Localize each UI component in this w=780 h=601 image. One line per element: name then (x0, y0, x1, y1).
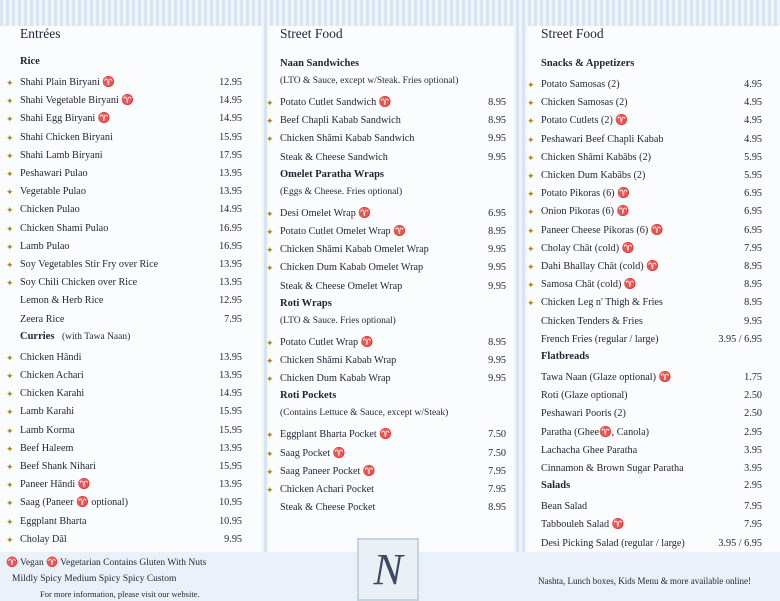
menu-item-price: 13.95 (219, 370, 242, 381)
spice-icon: ✦ (6, 425, 14, 436)
menu-item-price: 13.95 (219, 168, 242, 179)
menu-item-name: Steak & Cheese Pocket (280, 502, 376, 514)
spice-icon: ✦ (527, 152, 535, 163)
menu-item-price: 8.95 (488, 502, 506, 514)
menu-item-name: Chicken Achari (20, 370, 84, 381)
menu-item-price: 7.50 (488, 429, 506, 441)
menu-item-price: 9.95 (488, 151, 506, 163)
spice-icon: ✦ (6, 534, 14, 545)
menu-item-price: 9.95 (488, 262, 506, 274)
section-title: Omelet Paratha Wraps (280, 168, 385, 180)
menu-item-price: 6.95 (744, 224, 762, 236)
section-title: Salads (541, 480, 571, 492)
menu-item-name: Shahi Egg Biryani ♈ (20, 113, 111, 125)
spice-icon: ✦ (6, 516, 14, 527)
menu-item-name: Dahi Bhallay Chāt (cold) ♈ (541, 261, 659, 272)
menu-item-price: 8.95 (488, 226, 506, 237)
menu-item-price: 8.95 (488, 115, 506, 127)
section-note: (LTO & Sauce. Fries optional) (280, 315, 396, 326)
menu-item-price: 13.95 (219, 351, 242, 363)
menu-item-name: Chicken Dum Kabābs (2) (541, 170, 646, 181)
menu-item-price: 1.75 (744, 372, 762, 383)
menu-item-name: Desi Omelet Wrap ♈ (280, 207, 372, 219)
spice-icon: ✦ (6, 169, 14, 179)
menu-item-name: Cinnamon & Brown Sugar Paratha (541, 463, 684, 474)
menu-item-price: 15.95 (219, 424, 242, 436)
menu-item-price: 15.95 (219, 406, 242, 418)
menu-item-name: Eggplant Bharta Pocket ♈ (280, 429, 392, 441)
section-title: Curries (20, 330, 55, 342)
menu-item-name: Shahi Plain Biryani ♈ (20, 77, 116, 88)
menu-item-price: 8.95 (488, 97, 506, 108)
menu-item-name: Chicken Shami Pulao (20, 222, 109, 234)
menu-item-name: Shahi Lamb Biryani (20, 149, 103, 161)
menu-item-price: 6.95 (488, 207, 506, 219)
spice-icon: ✦ (266, 208, 274, 219)
section-note: (Contains Lettuce & Sauce, except w/Steak) (280, 408, 449, 419)
spice-icon: ✦ (266, 227, 274, 237)
restaurant-logo: N (357, 538, 419, 601)
menu-item-price: 7.95 (744, 242, 762, 254)
menu-item-name: Lamb Karahi (20, 406, 75, 418)
menu-item-name: Peshawari Pulao (20, 168, 88, 179)
menu-item-price: 7.95 (744, 519, 762, 531)
menu-item-price: 10.95 (219, 497, 242, 509)
menu-item-price: 5.95 (744, 151, 762, 163)
menu-item-price: 13.95 (219, 259, 242, 270)
menu-item-name: Soy Vegetables Stir Fry over Rice (20, 259, 159, 270)
spice-icon: ✦ (266, 245, 274, 256)
spice-icon: ✦ (6, 187, 14, 198)
menu-item-name: Potato Cutlet Wrap ♈ (280, 336, 374, 348)
menu-item-price: 16.95 (219, 222, 242, 234)
menu-item-price: 16.95 (219, 240, 242, 252)
header-street-food: Street Food (280, 26, 343, 41)
menu-item-name: Chicken Pulao (20, 204, 80, 216)
spice-icon: ✦ (266, 374, 274, 385)
menu-item-name: Zeera Rice (20, 313, 65, 325)
menu-item-price: 15.95 (219, 131, 242, 143)
menu-item-name: Chicken Shāmi Kabab Omelet Wrap (280, 244, 429, 256)
menu-item-name: Chicken Dum Kabab Wrap (280, 373, 391, 385)
menu-item-name: Potato Cutlet Omelet Wrap ♈ (280, 226, 406, 237)
spice-icon: ✦ (6, 260, 14, 270)
menu-item-name: Steak & Cheese Omelet Wrap (280, 280, 403, 292)
menu-item-name: Cholay Chāt (cold) ♈ (541, 242, 635, 254)
menu-item-price: 6.95 (744, 188, 762, 200)
spice-icon: ✦ (6, 480, 14, 491)
menu-item-name: Cholay Dāl (20, 533, 67, 545)
spice-icon: ✦ (6, 462, 14, 472)
menu-item-price: 8.95 (744, 297, 762, 309)
menu-item-price: 4.95 (744, 79, 762, 90)
menu-item-name: Beef Chapli Kabab Sandwich (280, 115, 401, 127)
section-title: Naan Sandwiches (280, 58, 360, 69)
spice-icon: ✦ (527, 298, 535, 309)
spice-icon: ✦ (266, 466, 274, 477)
spice-icon: ✦ (527, 243, 535, 254)
section-title: Rice (20, 56, 40, 67)
spice-icon: ✦ (266, 337, 274, 348)
menu-item-price: 2.50 (744, 390, 762, 402)
spice-icon: ✦ (527, 98, 535, 109)
menu-item-price: 8.95 (744, 279, 762, 291)
menu-item-price: 6.95 (744, 206, 762, 218)
menu-item-name: Saag Paneer Pocket ♈ (280, 465, 376, 477)
spice-icon: ✦ (266, 98, 274, 108)
menu-item-price: 7.95 (744, 501, 762, 513)
legend-line-1: ♈ Vegan ♈ Vegetarian Contains Gluten With Nuts (6, 558, 207, 568)
spice-icon: ✦ (6, 132, 14, 143)
spice-icon: ✦ (527, 134, 535, 145)
menu-item-price: 13.95 (219, 277, 242, 289)
menu-item-name: Lachacha Ghee Paratha (541, 444, 638, 456)
menu-item-price: 17.95 (219, 149, 242, 161)
spice-icon: ✦ (527, 225, 535, 236)
section-title: Roti Pockets (280, 390, 337, 402)
menu-item-price: 8.95 (744, 261, 762, 272)
section-note: (Eggs & Cheese. Fries optional) (280, 186, 403, 197)
menu-item-name: Paratha (Ghee♈, Canola) (541, 426, 650, 438)
menu-item-name: Steak & Cheese Sandwich (280, 151, 388, 163)
menu-item-name: Chicken Hāndi (20, 351, 82, 363)
menu-item-name: Chicken Leg n' Thigh & Fries (541, 297, 663, 309)
menu-item-name: Chicken Achari Pocket (280, 484, 374, 495)
spice-icon: ✦ (6, 389, 14, 400)
spice-icon: ✦ (527, 207, 535, 218)
spice-icon: ✦ (6, 498, 14, 509)
menu-item-price: 13.95 (219, 479, 242, 491)
menu-item-name: Potato Cutlet Sandwich ♈ (280, 97, 392, 108)
menu-item-name: Bean Salad (541, 501, 588, 513)
menu-item-name: Chicken Tenders & Fries (541, 315, 643, 327)
menu-item-price: 9.95 (488, 355, 506, 366)
menu-item-price: 13.95 (219, 442, 242, 454)
menu-item-price: 9.95 (488, 373, 506, 385)
spice-icon: ✦ (6, 352, 14, 363)
spice-icon: ✦ (527, 189, 535, 200)
legend-line-3: For more information, please visit our website. (40, 589, 200, 599)
menu-item-name: Desi Picking Salad (regular / large) (541, 537, 685, 549)
menu-item-name: Shahi Chicken Biryani (20, 131, 113, 143)
section-note: (LTO & Sauce, except w/Steak. Fries optional) (280, 76, 459, 86)
menu-item-price: 9.95 (224, 533, 242, 545)
spice-icon: ✦ (527, 80, 535, 90)
menu-item-name: Potato Cutlets (2) ♈ (541, 115, 629, 127)
menu-item-name: Chicken Shāmi Kabab Sandwich (280, 133, 415, 145)
menu-item-price: 7.95 (488, 465, 506, 477)
menu-item-price: 14.95 (219, 388, 242, 400)
menu-item-price: 14.95 (219, 113, 242, 125)
section-subtitle: (with Tawa Naan) (62, 331, 131, 342)
spice-icon: ✦ (527, 262, 535, 272)
menu-item-price: 12.95 (219, 295, 242, 307)
menu-item-name: Vegetable Pulao (20, 186, 86, 198)
menu-item-name: Samosa Chāt (cold) ♈ (541, 279, 637, 291)
menu-item-price: 10.95 (219, 515, 242, 527)
menu-item-name: Roti (Glaze optional) (541, 390, 628, 402)
menu-item-name: Tabbouleh Salad ♈ (541, 519, 625, 531)
menu-item-price: 13.95 (219, 186, 242, 198)
menu-item-price: 9.95 (488, 244, 506, 256)
menu-item-name: Paneer Hāndi ♈ (20, 479, 91, 491)
spice-icon: ✦ (6, 205, 14, 216)
header-street-food-2: Street Food (541, 26, 604, 41)
menu-item-price: 2.50 (744, 408, 762, 420)
spice-icon: ✦ (527, 116, 535, 127)
spice-icon: ✦ (6, 96, 14, 107)
menu-item-name: French Fries (regular / large) (541, 333, 659, 345)
spice-icon: ✦ (266, 263, 274, 274)
menu-item-name: Potato Samosas (2) (541, 79, 620, 90)
menu-item-name: Beef Haleem (20, 442, 74, 454)
menu-item-name: Beef Shank Nihari (20, 461, 96, 472)
menu-item-name: Saag Pocket ♈ (280, 447, 346, 459)
section-price: 2.95 (744, 480, 762, 492)
menu-item-price: 15.95 (219, 461, 242, 472)
spice-icon: ✦ (6, 223, 14, 234)
legend-line-2: Mildly Spicy Medium Spicy Spicy Custom (12, 574, 177, 584)
menu-item-name: Tawa Naan (Glaze optional) ♈ (541, 372, 672, 383)
spice-icon: ✦ (6, 241, 14, 252)
menu-item-price: 14.95 (219, 95, 242, 107)
menu-item-name: Potato Pikoras (6) ♈ (541, 188, 630, 200)
spice-icon: ✦ (6, 150, 14, 161)
menu-item-name: Soy Chili Chicken over Rice (20, 277, 138, 289)
menu-item-price: 3.95 (744, 463, 762, 474)
menu-item-name: Chicken Karahi (20, 388, 85, 400)
menu-item-price: 12.95 (219, 77, 242, 88)
section-title: Flatbreads (541, 351, 590, 362)
spice-icon: ✦ (6, 407, 14, 418)
menu-item-name: Chicken Dum Kabab Omelet Wrap (280, 262, 424, 274)
spice-icon: ✦ (266, 430, 274, 441)
menu-item-price: 7.50 (488, 447, 506, 459)
menu-item-price: 9.95 (488, 133, 506, 145)
section-title: Roti Wraps (280, 297, 332, 309)
menu-item-name: Chicken Shāmi Kabābs (2) (541, 151, 652, 163)
menu-item-price: 9.95 (744, 315, 762, 327)
menu-item-price: 4.95 (744, 133, 762, 145)
menu-item-name: Chicken Shāmi Kabab Wrap (280, 355, 397, 366)
spice-icon: ✦ (266, 485, 274, 495)
menu-item-name: Chicken Samosas (2) (541, 97, 628, 109)
spice-icon: ✦ (6, 114, 14, 125)
menu-item-price: 3.95 (744, 444, 762, 456)
menu-item-price: 14.95 (219, 204, 242, 216)
menu-item-name: Lamb Korma (20, 424, 75, 436)
menu-item-price: 9.95 (488, 280, 506, 292)
spice-icon: ✦ (6, 443, 14, 454)
menu-item-name: Onion Pikoras (6) ♈ (541, 206, 630, 218)
spice-icon: ✦ (6, 278, 14, 289)
menu-item-price: 4.95 (744, 115, 762, 127)
menu-item-price: 5.95 (744, 170, 762, 181)
spice-icon: ✦ (266, 134, 274, 145)
spice-icon: ✦ (266, 356, 274, 366)
menu-item-name: Peshawari Beef Chapli Kabab (541, 133, 664, 145)
spice-icon: ✦ (6, 371, 14, 381)
menu-item-price: 7.95 (224, 313, 242, 325)
menu-item-name: Paneer Cheese Pikoras (6) ♈ (541, 224, 664, 236)
menu-item-name: Lemon & Herb Rice (20, 295, 104, 307)
spice-icon: ✦ (266, 116, 274, 127)
menu-item-price: 4.95 (744, 97, 762, 109)
menu-item-price: 3.95 / 6.95 (718, 537, 762, 549)
menu-item-name: Shahi Vegetable Biryani ♈ (20, 95, 135, 107)
spice-icon: ✦ (527, 171, 535, 181)
spice-icon: ✦ (6, 78, 14, 88)
header-entrees: Entrées (20, 26, 61, 41)
spice-icon: ✦ (527, 280, 535, 291)
spice-icon: ✦ (266, 448, 274, 459)
menu-item-name: Lamb Pulao (20, 240, 70, 252)
menu-item-price: 3.95 / 6.95 (718, 333, 762, 345)
footer-online-note: Nashta, Lunch boxes, Kids Menu & more available online! (538, 576, 751, 586)
menu-item-name: Eggplant Bharta (20, 515, 87, 527)
menu-item-price: 2.95 (744, 426, 762, 438)
section-title: Snacks & Appetizers (541, 58, 635, 69)
menu-item-price: 8.95 (488, 336, 506, 348)
menu-item-name: Saag (Paneer ♈ optional) (20, 497, 129, 509)
menu-item-name: Peshawari Pooris (2) (541, 408, 626, 420)
menu-item-price: 7.95 (488, 484, 506, 495)
